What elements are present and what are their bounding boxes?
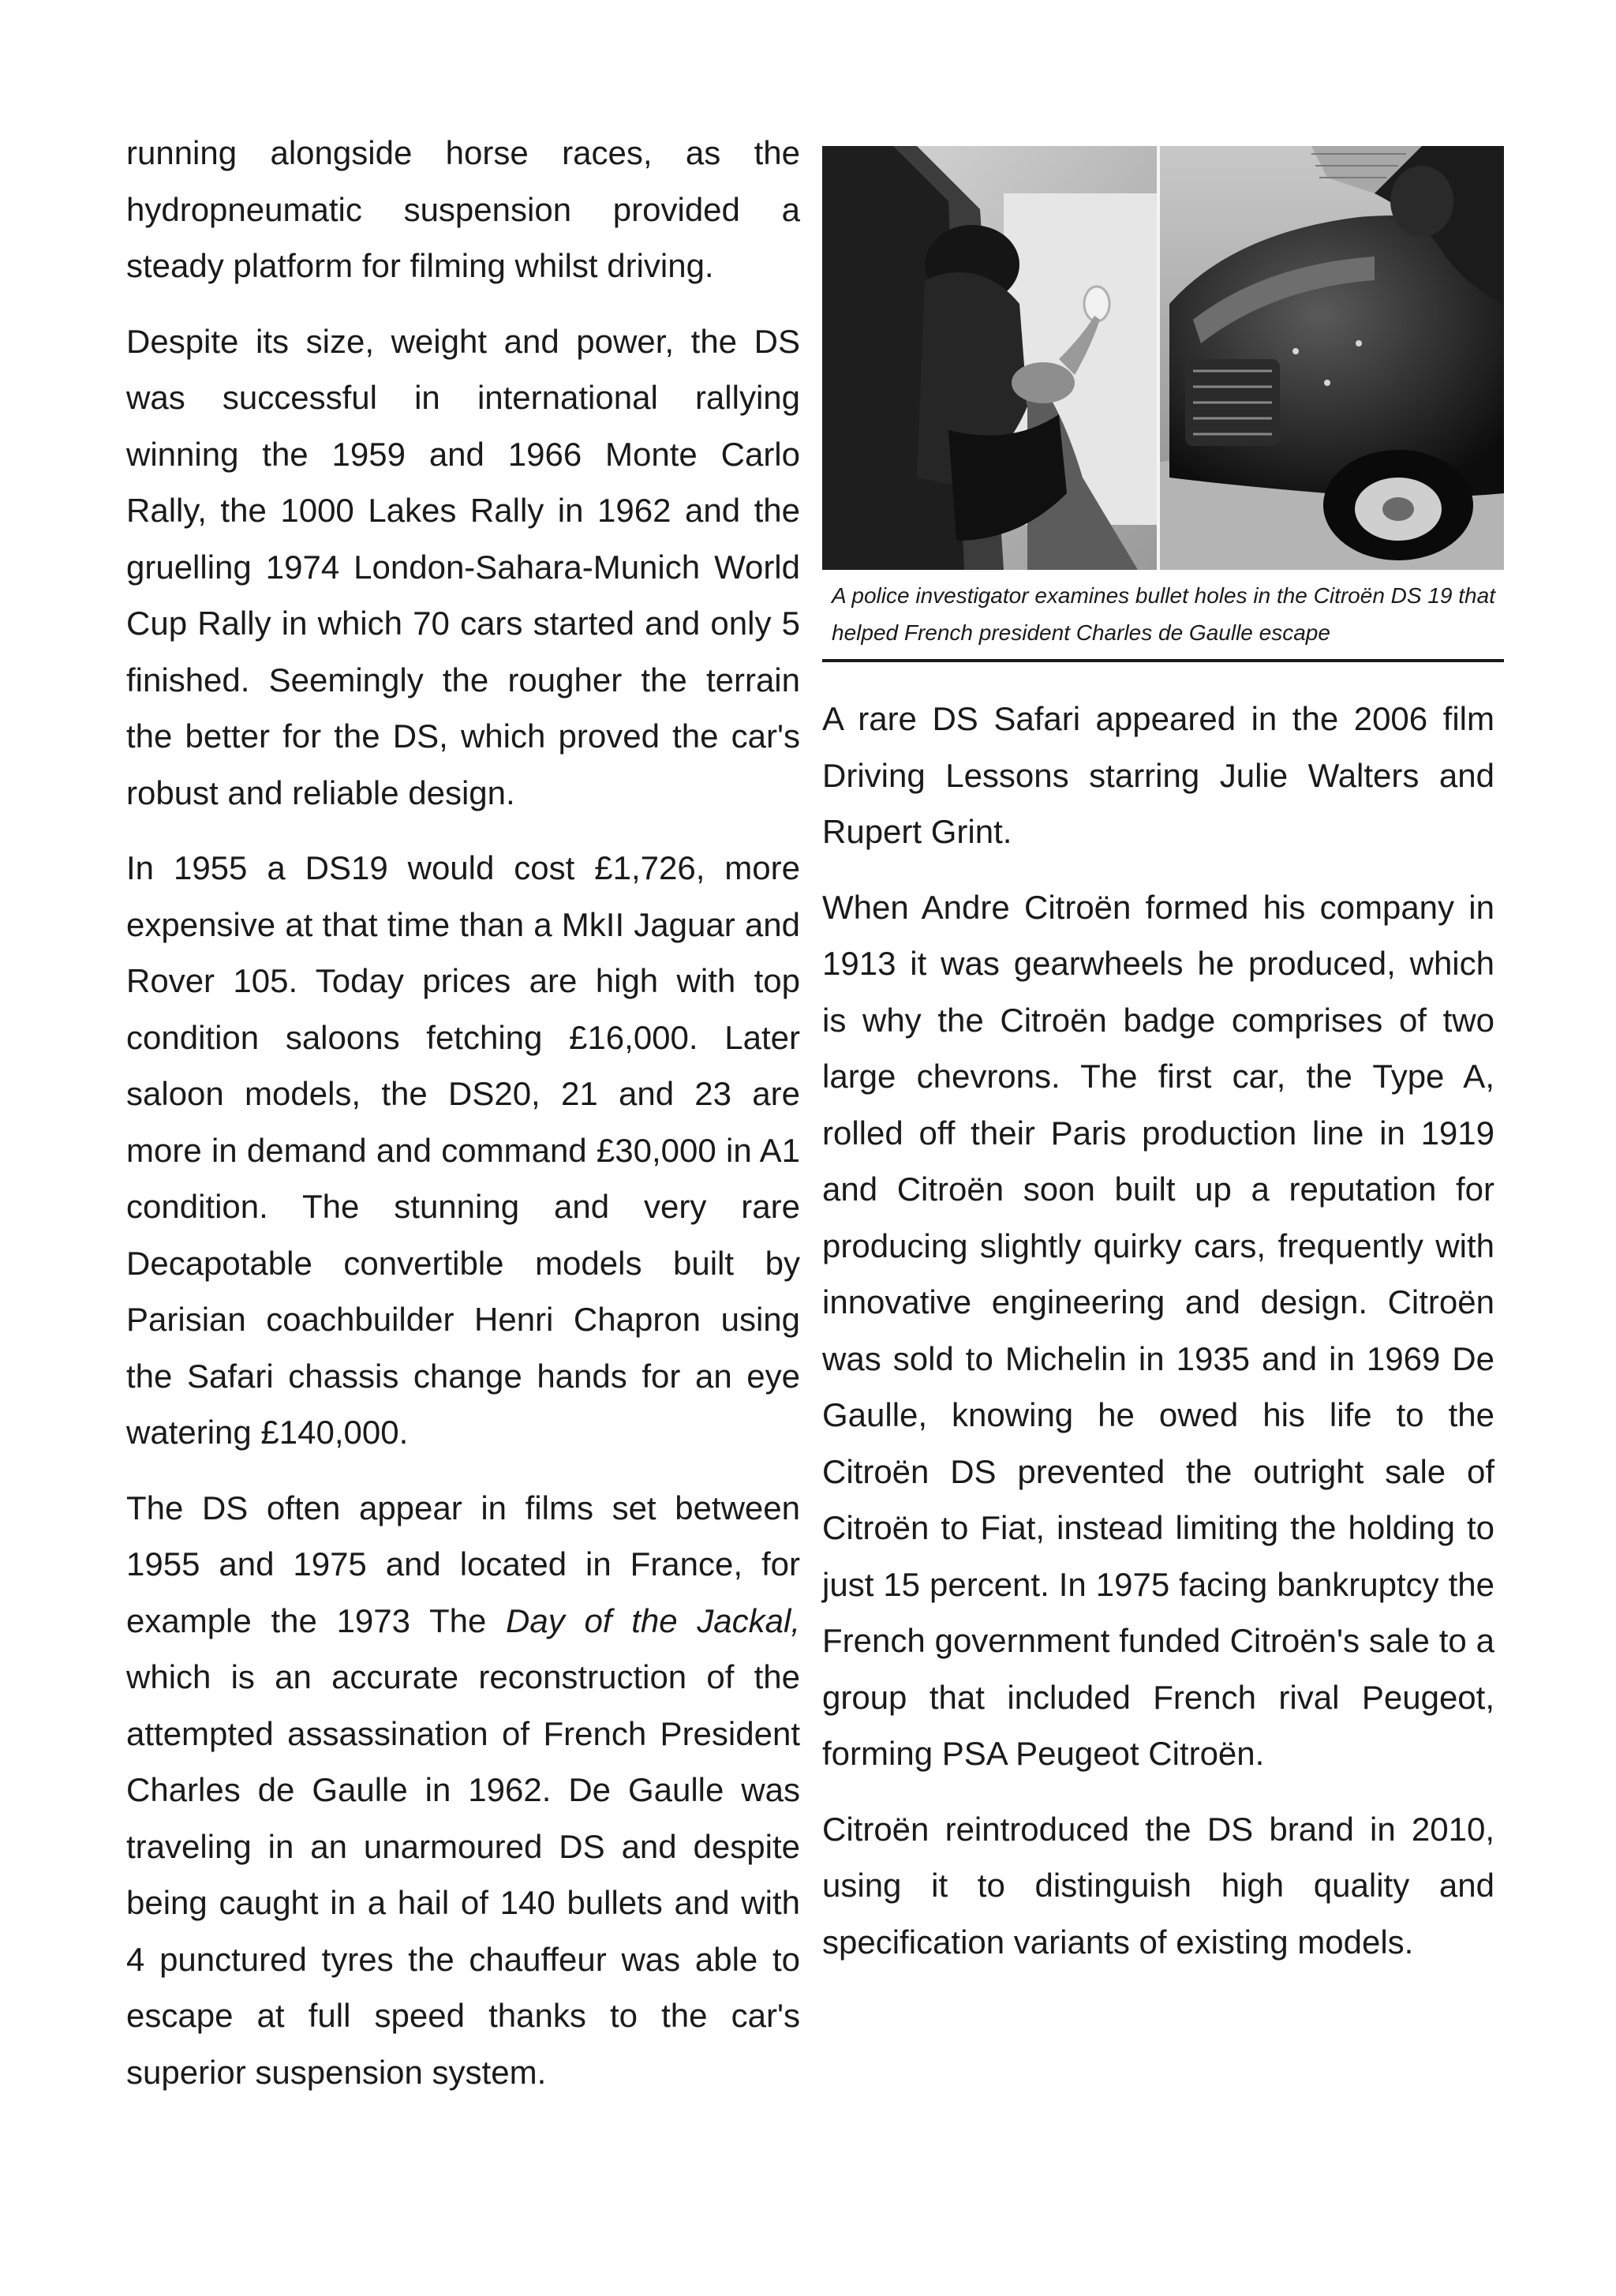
caption-divider (822, 659, 1504, 662)
photo-bullet-holes (822, 146, 1504, 570)
left-photo-panel (822, 146, 1157, 570)
paragraph-prices: In 1955 a DS19 would cost £1,726, more expensive at that time than a MkII Jaguar and Rover 105. Today prices are high with top condition saloons fetching £16,000. Later saloon models, the DS20, 21 and 23 are more in demand and command £30,000 in A1 condition. The stunning and very rare Decapotable convertible models built by Parisian coachbuilder Henri Chapron using the Safari chassis change hands for an eye watering £140,000. (126, 849, 800, 1451)
figure-caption: A police investigator examines bullet holes in the Citroën DS 19 that helped French president Charles de Gaulle escape (832, 583, 1495, 645)
right-column (822, 691, 1494, 1989)
films-text-end: which is an accurate reconstruction of the attempted assassination of French President Charles de Gaulle in 1962. De Gaulle was traveling in an unarmoured DS and despite being caught in a hail of 140 bullets and with 4 punctured tyres the chauffeur was able to escape at full speed thanks to the car's superior suspension system. (126, 1658, 800, 2091)
paragraph-company-history: When Andre Citroën formed his company in 1913 it was gearwheels he produced, which is why the Citroën badge comprises of two large chevrons. The first car, the Type A, rolled off their Paris production line in 1919 and Citroën soon built up a reputation for producing slightly quirky cars, frequently with innovative engineering and design. Citroën was sold to Michelin in 1935 and in 1969 De Gaulle, knowing he owed his life to the Citroën DS prevented the outright sale of Citroën to Fiat, instead limiting the holding to just 15 percent. In 1975 facing bankruptcy the French government funded Citroën's sale to a group that included French rival Peugeot, forming PSA Peugeot Citroën. (822, 888, 1494, 1772)
film-title-day-of-the-jackal: Day of the Jackal, (506, 1601, 801, 1639)
left-column (126, 125, 800, 2119)
figure (822, 146, 1504, 663)
paragraph-ds-safari-film: A rare DS Safari appeared in the 2006 film Driving Lessons starring Julie Walters and Rupert Grint. (822, 700, 1494, 850)
paragraph-rallying: Despite its size, weight and power, the DS was successful in international rallying winning the 1959 and 1966 Monte Carlo Rally, the 1000 Lakes Rally in 1962 and the gruelling 1974 London-Sahara-Munich World Cup Rally in which 70 cars started and only 5 finished. Seemingly the rougher the terrain the better for the DS, which proved the car's robust and reliable design. (126, 322, 800, 811)
films-text-start: The DS often appear in films set between 1955 and 1975 and located in France, for example the 1973 The (126, 1489, 800, 1639)
paragraph-ds-brand: Citroën reintroduced the DS brand in 2010, using it to distinguish high quality and specification variants of existing models. (822, 1810, 1494, 1961)
paragraph-horse-races: running alongside horse races, as the hydropneumatic suspension provided a steady platform for filming whilst driving. (126, 134, 800, 284)
paragraph-films (126, 1480, 800, 2101)
right-photo-panel (1160, 146, 1504, 570)
